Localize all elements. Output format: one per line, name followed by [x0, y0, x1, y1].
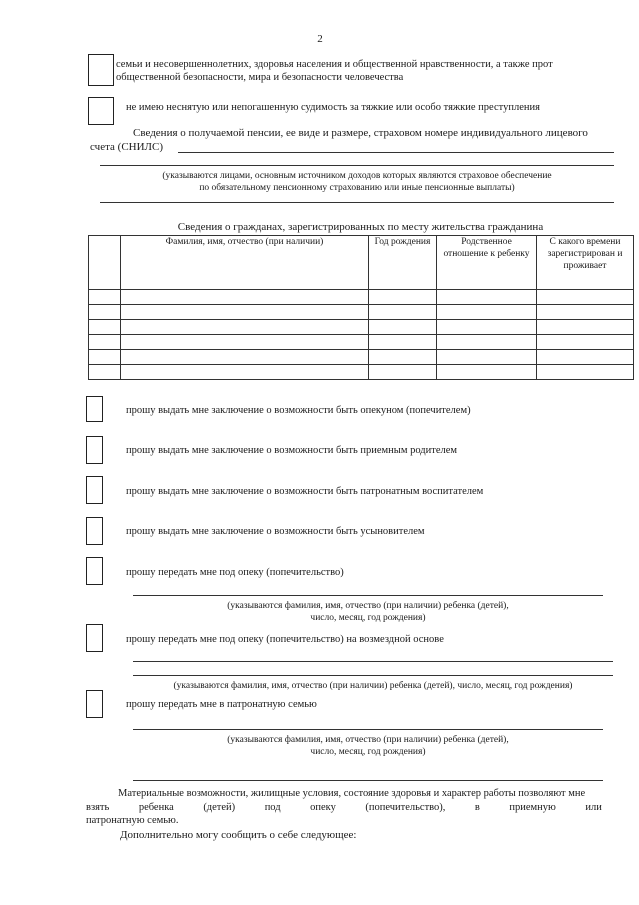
material-line1: Материальные возможности, жилищные условия, состояние здоровья и характер работы позволяют мне: [118, 788, 586, 799]
text-public-morality-line1: семьи и несовершеннолетних, здоровья населения и общественной нравственности, а также прот: [116, 59, 553, 70]
guardianship-note2: число, месяц, год рождения): [310, 613, 426, 623]
checkbox-no-conviction[interactable]: [88, 97, 114, 125]
table-row[interactable]: [89, 335, 634, 350]
paid-child-field-line1[interactable]: [133, 661, 613, 662]
checkbox-patronage-family[interactable]: [86, 690, 103, 718]
residents-table: [88, 235, 634, 380]
patronage-note1: (указываются фамилия, имя, отчество (при наличии) ребенка (детей),: [227, 735, 509, 745]
checkbox-public-morality[interactable]: [88, 54, 114, 86]
table-row[interactable]: [89, 365, 634, 380]
paid-note: (указываются фамилия, имя, отчество (при наличии) ребенка (детей), число, месяц, год рождения): [173, 681, 573, 691]
checkbox-paid-guardianship[interactable]: [86, 624, 103, 652]
residents-header-relation: Родственное отношение к ребенку: [437, 236, 537, 290]
additional-info-label: Дополнительно могу сообщить о себе следующее:: [120, 829, 357, 841]
checkbox-guardianship-transfer[interactable]: [86, 557, 103, 585]
residents-title: Сведения о гражданах, зарегистрированных по месту жительства гражданина: [177, 221, 544, 233]
option-foster-parent-conclusion: прошу выдать мне заключение о возможности быть приемным родителем: [126, 445, 458, 456]
table-row[interactable]: [89, 290, 634, 305]
material-top-line[interactable]: [133, 780, 603, 781]
residents-header-year: Год рождения: [369, 236, 437, 290]
pension-note2: по обязательному пенсионному страхованию или иные пенсионные выплаты): [199, 183, 515, 193]
table-row[interactable]: [89, 320, 634, 335]
table-row[interactable]: [89, 350, 634, 365]
pension-line1: Сведения о получаемой пенсии, ее виде и размере, страховом номере индивидуального лицевого: [133, 127, 588, 139]
option-patronage-conclusion: прошу выдать мне заключение о возможности быть патронатным воспитателем: [126, 486, 484, 497]
checkbox-guardian-conclusion[interactable]: [86, 396, 103, 422]
checkbox-foster-parent-conclusion[interactable]: [86, 436, 103, 464]
pension-field-line2[interactable]: [100, 165, 614, 166]
option-paid-guardianship: прошу передать мне под опеку (попечительство) на возмездной основе: [126, 634, 444, 645]
table-row[interactable]: [89, 305, 634, 320]
option-guardianship-transfer: прошу передать мне под опеку (попечительство): [126, 567, 344, 578]
page-number: 2: [317, 33, 323, 45]
option-adoption-conclusion: прошу выдать мне заключение о возможности быть усыновителем: [126, 526, 425, 537]
material-line3: патронатную семью.: [86, 815, 179, 826]
pension-note1: (указываются лицами, основным источником доходов которых являются страховое обеспечение: [162, 171, 552, 181]
pension-snils-field[interactable]: [178, 152, 614, 153]
paid-child-field-line2[interactable]: [133, 675, 613, 676]
option-guardian-conclusion: прошу выдать мне заключение о возможности быть опекуном (попечителем): [126, 405, 471, 416]
residents-header-since: С какого времени зарегистрирован и проживает: [537, 236, 634, 290]
text-public-morality-line2: общественной безопасности, мира и безопасности человечества: [116, 72, 404, 83]
patronage-note2: число, месяц, год рождения): [310, 747, 426, 757]
guardianship-child-field[interactable]: [133, 595, 603, 596]
checkbox-adoption-conclusion[interactable]: [86, 517, 103, 545]
pension-field-line3[interactable]: [100, 202, 614, 203]
guardianship-note1: (указываются фамилия, имя, отчество (при наличии) ребенка (детей),: [227, 601, 509, 611]
residents-header-num: [89, 236, 121, 290]
patronage-child-field[interactable]: [133, 729, 603, 730]
checkbox-patronage-conclusion[interactable]: [86, 476, 103, 504]
material-line2: взять ребенка (детей) под опеку (попечительство), в приемную или: [86, 802, 602, 813]
option-patronage-family: прошу передать мне в патронатную семью: [126, 699, 317, 710]
residents-header-name: Фамилия, имя, отчество (при наличии): [121, 236, 369, 290]
pension-line2: счета (СНИЛС): [90, 141, 163, 153]
text-no-conviction: не имею неснятую или непогашенную судимость за тяжкие или особо тяжкие преступления: [126, 102, 540, 113]
